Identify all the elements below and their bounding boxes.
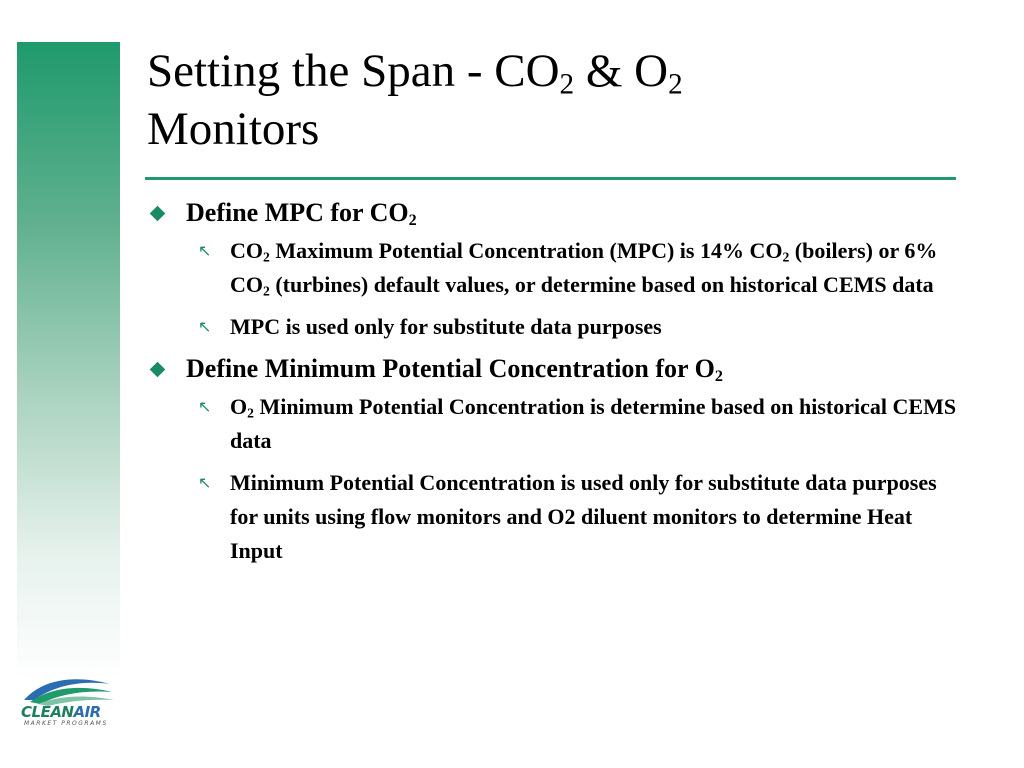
sub-bullet-icon: ↖ [198, 241, 212, 260]
sub-bullet-icon: ↖ [198, 397, 212, 416]
sub-bullet-text: $CO_2$ Maximum Potential Concentration (MPC) is 14% $CO_2$ (boilers) or 6% $CO_2$ (turbines) default values, or determine based on historical CEMS data [230, 238, 938, 299]
sub-bullet-text: Minimum Potential Concentration is used only for substitute data purposes for units using flow monitors and O2 diluent monitors to determine Heat Input [230, 470, 937, 563]
bullet-define-min-o2 [148, 352, 968, 568]
logo-wordmark: CLEANAIR [21, 703, 101, 721]
bullet-list [148, 196, 968, 576]
side-gradient-bar [17, 42, 120, 680]
sub-bullet-min-usage [186, 466, 968, 568]
bullet-define-mpc-co2 [148, 196, 968, 344]
sub-bullet-mpc-usage [186, 310, 968, 344]
diamond-bullet-icon [150, 206, 166, 222]
sub-bullet-list [186, 390, 968, 568]
title-underline [145, 177, 956, 180]
sub-bullet-co2-mpc [186, 234, 968, 302]
bullet-text: Define Minimum Potential Concentration for $O_2$ [186, 354, 723, 386]
sub-bullet-icon: ↖ [198, 473, 212, 492]
bullet-text: Define MPC for $CO_2$ [186, 198, 417, 230]
diamond-bullet-icon [150, 362, 166, 378]
sub-bullet-o2-min [186, 390, 968, 458]
sub-bullet-text: $O_2$ Minimum Potential Concentration is determine based on historical CEMS data [230, 394, 957, 453]
logo-tagline: MARKET PROGRAMS [24, 720, 108, 727]
slide-title: Setting the Span - $CO_2$ & $O_2$ Monitors [147, 45, 683, 155]
sub-bullet-text: MPC is used only for substitute data purposes [230, 314, 662, 339]
sub-bullet-icon: ↖ [198, 317, 212, 336]
sub-bullet-list [186, 234, 968, 344]
